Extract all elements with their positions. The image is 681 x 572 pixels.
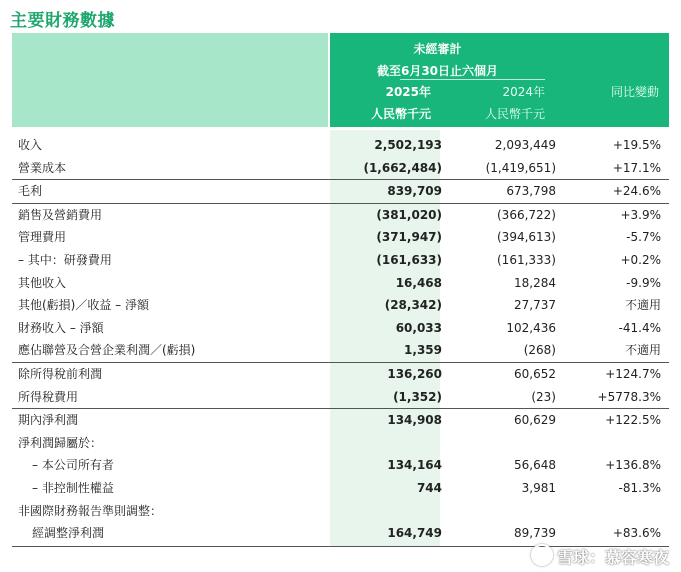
value-2025: (161,633) [376,252,442,267]
row-label: – 本公司所有者 [32,458,114,473]
table-row [12,386,669,410]
table-row [12,317,669,340]
table-row [12,294,669,317]
table-row [12,409,669,432]
value-2025: 1,359 [404,343,442,358]
row-label: – 其中：研發費用 [18,252,112,267]
value-2024: 2,093,449 [494,138,556,152]
value-2025: 134,908 [387,413,442,428]
value-2025: (381,020) [376,207,442,222]
value-2025: 164,749 [387,526,442,541]
row-label: – 非控制性權益 [32,480,114,495]
financial-table [12,134,669,545]
row-label: 收入 [18,138,43,152]
value-2024: (366,722) [497,207,556,222]
row-label: 其他收入 [18,275,67,290]
value-2025: (1,352) [393,389,442,404]
row-label: 毛利 [18,184,43,199]
value-2024: (268) [523,343,556,358]
value-2024: 56,648 [514,458,556,473]
value-2024: 27,737 [514,298,556,313]
value-2024: 102,436 [506,320,556,335]
table-row [12,157,669,181]
value-change: +124.7% [605,366,661,381]
value-change: 不適用 [624,343,661,358]
row-label: 淨利潤歸屬於： [18,435,103,450]
table-row [12,226,669,249]
row-label: 非國際財務報告準則調整： [18,503,163,518]
value-2025: (1,662,484) [363,160,442,175]
table-row [12,339,669,363]
value-change: +19.5% [612,138,661,152]
header-unaudited: 未經審計 [413,42,462,56]
table-row [12,180,669,204]
header-period: 截至6月30日止六個月 [376,64,499,78]
watermark-text: 雪球：慕容寒夜 [556,548,669,567]
page-title: 主要財務數據 [10,11,115,31]
row-label: 除所得稅前利潤 [18,366,103,381]
row-label: 經調整淨利潤 [32,526,105,541]
value-2025: 744 [416,480,442,495]
value-2025: 839,709 [387,184,442,199]
table-row [12,477,669,500]
value-change: -9.9% [626,275,661,290]
row-label: 應佔聯營及合營企業利潤／(虧損) [18,343,196,358]
value-2025: (28,342) [384,298,442,313]
header-left-band [12,33,328,127]
value-change: +3.9% [620,207,661,222]
header-year-2024: 2024年 [502,85,545,99]
watermark [531,544,669,568]
value-2024: 60,629 [514,413,556,428]
value-change: +17.1% [612,160,661,175]
value-change: +24.6% [612,184,661,199]
row-label: 營業成本 [18,160,67,175]
value-2024: (23) [531,389,556,404]
value-change: -41.4% [618,320,661,335]
value-2025: 60,033 [395,320,442,335]
value-2025: (371,947) [376,230,442,245]
table-row [12,432,669,455]
row-label: 所得稅費用 [18,389,79,404]
value-2025: 136,260 [387,366,442,381]
header-unit-2025: 人民幣千元 [370,107,431,121]
table-row [12,204,669,227]
value-change: -5.7% [626,230,661,245]
value-2024: 18,284 [514,275,556,290]
table-row [12,454,669,477]
value-2024: (394,613) [497,230,556,245]
value-2025: 134,164 [387,458,442,473]
value-change: +5778.3% [597,389,661,404]
header-year-2025: 2025年 [385,85,431,99]
value-2024: 89,739 [514,526,556,541]
value-2024: (161,333) [497,252,556,267]
value-2024: 673,798 [506,184,556,199]
row-label: 期內淨利潤 [18,413,79,428]
table-row [12,522,669,545]
header-unit-2024: 人民幣千元 [484,107,545,121]
header-divider [400,79,545,80]
header-right-band [330,33,669,127]
row-label: 銷售及營銷費用 [18,207,103,222]
value-change: +83.6% [612,526,661,541]
value-change: -81.3% [618,480,661,495]
table-row [12,272,669,295]
table-row [12,134,669,157]
value-change: +136.8% [605,458,661,473]
table-row [12,500,669,523]
value-2025: 2,502,193 [374,138,442,152]
value-change: +122.5% [605,413,661,428]
row-label: 其他(虧損)／收益 – 淨額 [18,298,149,313]
header-change: 同比變動 [610,85,659,99]
value-2024: (1,419,651) [485,160,556,175]
value-change: 不適用 [624,298,661,313]
table-row [12,363,669,386]
table-row [12,249,669,272]
value-change: +0.2% [620,252,661,267]
snowball-logo-icon [531,544,553,566]
value-2024: 60,652 [514,366,556,381]
row-label: 財務收入 – 淨額 [18,320,104,335]
row-label: 管理費用 [18,230,67,245]
value-2025: 16,468 [395,275,442,290]
value-2024: 3,981 [521,480,556,495]
